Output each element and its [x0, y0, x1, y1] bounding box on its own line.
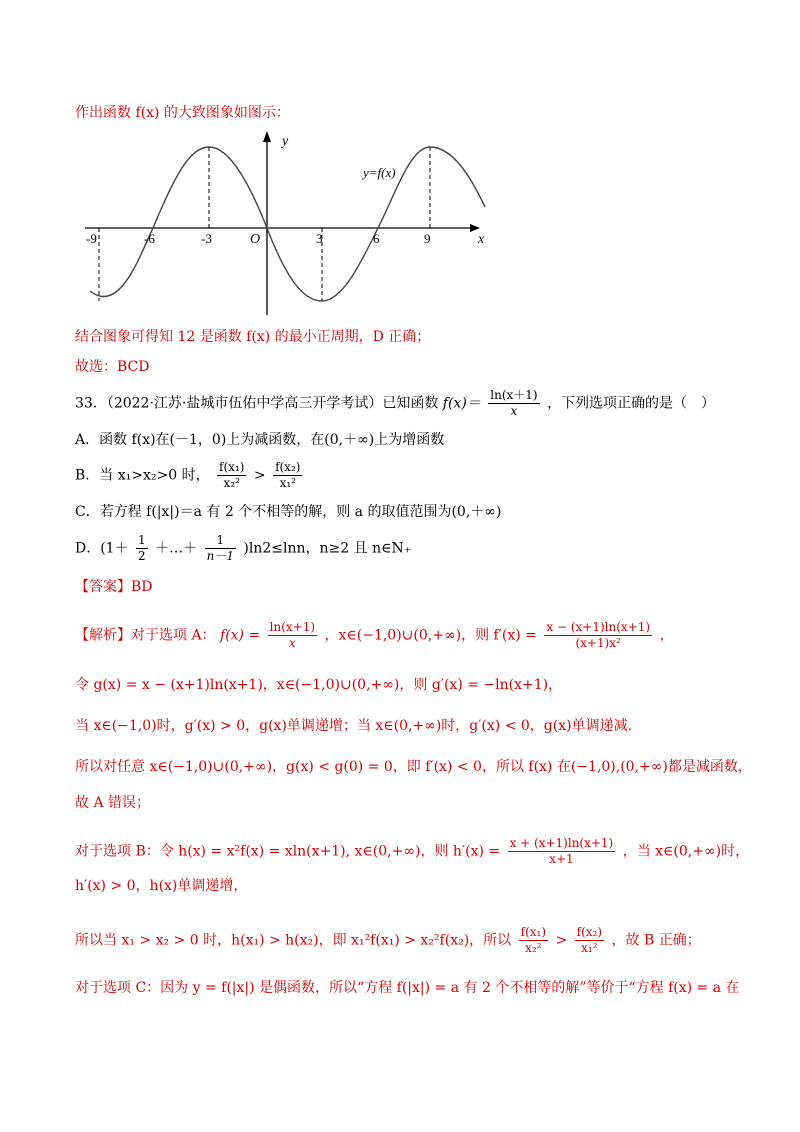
option-b-frac1-num: f(x₁)	[219, 460, 245, 474]
option-c: C．若方程 f(|x|)＝a 有 2 个不相等的解，则 a 的取值范围为(0,＋∞)	[75, 504, 502, 520]
option-b-frac2	[273, 460, 302, 491]
analysis-l6-frac	[508, 836, 616, 867]
y-axis-label: y	[282, 134, 289, 149]
tick-3: 3	[316, 231, 323, 246]
option-b	[75, 460, 305, 491]
analysis-l6-num: x + (x+1)ln(x+1)	[509, 836, 614, 850]
option-d-frac-n	[205, 533, 236, 564]
function-graph	[80, 125, 500, 320]
option-d-half-den: 2	[138, 549, 146, 563]
option-d-suffix: )ln2≤lnn，n≥2 且 n∈N₊	[243, 540, 412, 557]
option-b-frac2-num: f(x₂)	[275, 460, 301, 474]
option-a: A．函数 f(x)在(－1，0)上为减函数，在(0,＋∞)上为增函数	[75, 432, 445, 448]
question-suffix: ，下列选项正确的是（ ）	[547, 395, 716, 412]
question-33	[75, 388, 715, 419]
option-d-half-num: 1	[138, 533, 146, 547]
analysis-l8-b: ，故 B 正确；	[611, 932, 701, 949]
curve-label: y=f(x)	[363, 165, 396, 180]
analysis-l1-a: 【解析】对于选项 A：	[75, 627, 216, 644]
analysis-line-6	[75, 836, 749, 867]
question-fraction	[488, 388, 539, 419]
analysis-l8-frac2	[575, 925, 604, 956]
option-d-frac-half	[136, 533, 148, 564]
option-b-prefix: B．当 x₁>x₂>0 时，	[75, 467, 210, 484]
analysis-line-1	[75, 620, 673, 651]
analysis-line-2: 令 g(x) = x − (x+1)ln(x+1)，x∈(−1,0)∪(0,+∞)，则 g′(x) = −ln(x+1)，	[75, 677, 563, 693]
analysis-l6-a: 对于选项 B：令 h(x) = x²f(x) = xln(x+1), x∈(0,+∞)，则 h′(x) =	[75, 843, 501, 860]
tick-neg9: -9	[86, 231, 97, 246]
option-d	[75, 533, 411, 564]
option-b-frac1	[217, 460, 246, 491]
analysis-l8-d2: x₁²	[581, 941, 598, 955]
analysis-l8-gt: >	[555, 932, 568, 949]
analysis-l1-end: ，	[659, 627, 674, 644]
conclusion-text: 结合图象可得知 12 是函数 f(x) 的最小正周期，D 正确；	[75, 329, 431, 345]
answer-text: 【答案】BD	[75, 579, 153, 595]
tick-neg6: -6	[144, 231, 155, 246]
analysis-l8-a: 所以当 x₁ > x₂ > 0 时，h(x₁) > h(x₂)，即 x₁²f(x₁) > x₂²f(x₂)，所以	[75, 932, 512, 949]
analysis-line-3: 当 x∈(−1,0)时，g′(x) > 0，g(x)单调递增；当 x∈(0,+∞)时，g′(x) < 0，g(x)单调递减.	[75, 718, 633, 734]
option-b-frac2-den: x₁²	[279, 476, 296, 490]
analysis-l1-b: f(x) =	[220, 627, 261, 644]
tick-6: 6	[373, 231, 380, 246]
intro-text: 作出函数 f(x) 的大致图象如图示：	[75, 105, 290, 121]
tick-neg3: -3	[201, 231, 212, 246]
option-b-frac1-den: x₂²	[223, 476, 240, 490]
function-curve	[90, 147, 485, 301]
x-axis-label: x	[478, 232, 485, 247]
analysis-l1-frac2	[544, 620, 652, 651]
question-prefix: 33．（2022·江苏·盐城市伍佑中学高三开学考试）已知函数	[75, 395, 439, 412]
analysis-l1-frac1	[268, 620, 317, 651]
analysis-l8-d1: x₂²	[525, 941, 542, 955]
option-d-mid: ＋…＋	[155, 540, 198, 557]
y-axis-arrow	[263, 131, 271, 142]
analysis-line-4: 所以对任意 x∈(−1,0)∪(0,+∞)，g(x) < g(0) = 0，即 f′(x) < 0，所以 f(x) 在(−1,0),(0,+∞)都是减函数，	[75, 759, 752, 775]
analysis-l8-n2: f(x₂)	[576, 925, 603, 939]
tick-9: 9	[424, 231, 431, 246]
analysis-line-8	[75, 925, 701, 956]
choose-text: 故选：BCD	[75, 359, 150, 375]
question-func-num: ln(x＋1)	[490, 388, 538, 402]
option-d-prefix: D．(1＋	[75, 540, 129, 557]
analysis-l1-num2: x − (x+1)ln(x+1)	[546, 620, 651, 634]
x-axis-arrow	[470, 224, 480, 232]
analysis-l6-b: ，当 x∈(0,+∞)时，	[622, 843, 750, 860]
question-func-den: x	[510, 404, 518, 418]
analysis-l6-den: x+1	[549, 852, 574, 866]
option-d-n-den: n－1	[206, 549, 234, 563]
origin-label: O	[250, 232, 261, 247]
analysis-l1-num: ln(x+1)	[269, 620, 316, 634]
question-func-lhs: f(x)＝	[442, 395, 481, 412]
analysis-l1-den: x	[288, 636, 296, 650]
option-d-n-num: 1	[205, 533, 236, 549]
analysis-line-5: 故 A 错误；	[75, 795, 151, 811]
analysis-line-7: h′(x) > 0，h(x)单调递增，	[75, 878, 248, 894]
option-b-gt: >	[253, 467, 266, 484]
analysis-line-9: 对于选项 C：因为 y = f(|x|) 是偶函数，所以“方程 f(|x|) = a 有 2 个不相等的解”等价于“方程 f(x) = a 在	[75, 980, 740, 996]
analysis-l1-den2: (x+1)x²	[575, 636, 621, 650]
analysis-l8-n1: f(x₁)	[520, 925, 547, 939]
analysis-l8-frac1	[519, 925, 548, 956]
analysis-l1-c: ，x∈(−1,0)∪(0,+∞)，则 f′(x) =	[324, 627, 537, 644]
